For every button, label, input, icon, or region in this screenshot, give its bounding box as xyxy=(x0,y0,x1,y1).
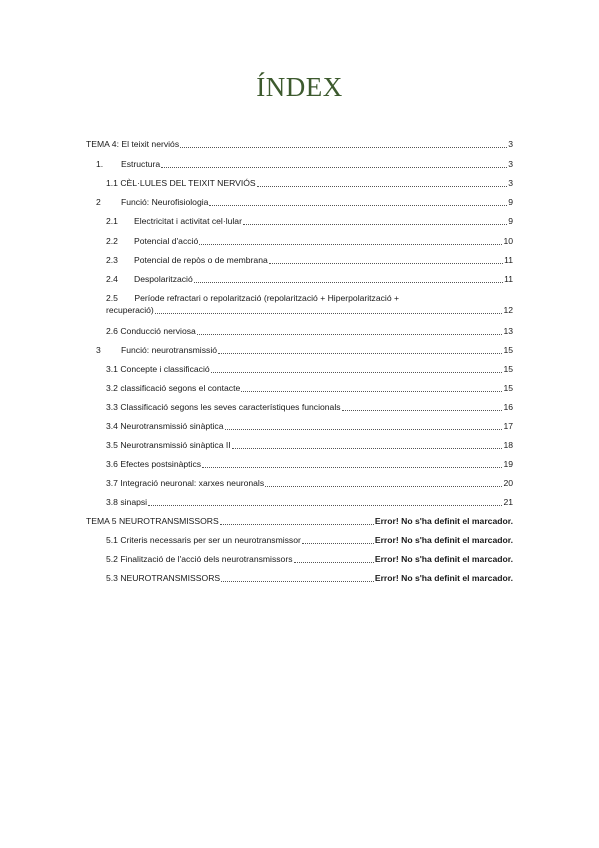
dot-leader xyxy=(218,353,502,354)
dot-leader xyxy=(194,282,503,283)
toc-entry-number: 1. xyxy=(96,159,104,169)
toc-entry-2-2[interactable] xyxy=(106,236,513,247)
toc-entry-text: Període refractari o repolarització (repolarització + Hiperpolarització + xyxy=(134,293,400,303)
toc-entry-text: Funció: neurotransmissió xyxy=(121,345,218,355)
toc-page-error: Error! No s'ha definit el marcador. xyxy=(374,516,513,526)
toc-entry-5-1[interactable] xyxy=(106,535,513,546)
toc-entry-3-6[interactable] xyxy=(106,459,513,470)
dot-leader xyxy=(202,467,502,468)
toc-entry-3[interactable] xyxy=(96,345,513,356)
toc-entry-text: Estructura xyxy=(121,159,161,169)
toc-entry-number: 2.1 xyxy=(106,216,118,226)
toc-page-number: 3 xyxy=(508,159,513,169)
toc-entry-text: 5.2 Finalització de l'acció dels neurotransmissors xyxy=(106,554,293,564)
dot-leader xyxy=(257,186,508,187)
toc-page-error: Error! No s'ha definit el marcador. xyxy=(374,554,513,564)
toc-entry-text: 3.7 Integració neuronal: xarxes neuronals xyxy=(106,478,265,488)
toc-entry-text: 2.6 Conducció nerviosa xyxy=(106,326,196,336)
toc-page-number: 16 xyxy=(503,402,513,412)
dot-leader xyxy=(197,334,503,335)
toc-page-number: 12 xyxy=(503,305,513,315)
toc-entry-2-1[interactable] xyxy=(106,216,513,227)
dot-leader xyxy=(161,167,507,168)
toc-entry-3-8[interactable] xyxy=(106,497,513,508)
toc-entry-2-4[interactable] xyxy=(106,274,513,285)
toc-page-number: 15 xyxy=(503,345,513,355)
dot-leader xyxy=(241,391,502,392)
toc-entry-text: 5.3 NEUROTRANSMISSORS xyxy=(106,573,221,583)
toc-page-number: 3 xyxy=(508,139,513,149)
toc-page-number: 15 xyxy=(503,383,513,393)
toc-entry-3-5[interactable] xyxy=(106,440,513,451)
dot-leader xyxy=(155,313,503,314)
toc-entry-text: Funció: Neurofisiologia xyxy=(121,197,209,207)
toc-entry-text: TEMA 4: El teixit nerviós xyxy=(86,139,180,149)
toc-page-error: Error! No s'ha definit el marcador. xyxy=(374,535,513,545)
toc-entry-text: 3.3 Classificació segons les seves característiques funcionals xyxy=(106,402,341,412)
toc-entry-number: 2 xyxy=(96,197,101,207)
dot-leader xyxy=(294,562,374,563)
toc-entry-2-6[interactable] xyxy=(106,326,513,337)
toc-page-number: 18 xyxy=(503,440,513,450)
dot-leader xyxy=(302,543,374,544)
toc-entry-text: Despolarització xyxy=(134,274,193,284)
dot-leader xyxy=(232,448,503,449)
toc-page-number: 21 xyxy=(503,497,513,507)
toc-entry-3-2[interactable] xyxy=(106,383,513,394)
page-title: ÍNDEX xyxy=(256,72,343,102)
toc-page-number: 19 xyxy=(503,459,513,469)
toc-page-number: 13 xyxy=(503,326,513,336)
dot-leader xyxy=(243,224,507,225)
toc-entry-3-3[interactable] xyxy=(106,402,513,413)
toc-page-number: 17 xyxy=(503,421,513,431)
toc-page-number: 15 xyxy=(503,364,513,374)
toc-entry-number: 3 xyxy=(96,345,101,355)
toc-entry-1-1[interactable] xyxy=(106,178,513,189)
toc-entry-text: Potencial de repòs o de membrana xyxy=(134,255,268,265)
toc-entry-text: 3.1 Concepte i classificació xyxy=(106,364,210,374)
dot-leader xyxy=(148,505,502,506)
toc-page-number: 10 xyxy=(503,236,513,246)
dot-leader xyxy=(220,524,374,525)
toc-entry-text: TEMA 5 NEUROTRANSMISSORS xyxy=(86,516,219,526)
toc-entry-2-5[interactable] xyxy=(106,292,513,316)
toc-entry-3-4[interactable] xyxy=(106,421,513,432)
dot-leader xyxy=(265,486,502,487)
toc-entry-3-1[interactable] xyxy=(106,364,513,375)
toc-page-error: Error! No s'ha definit el marcador. xyxy=(374,573,513,583)
toc-entry-text: 5.1 Criteris necessaris per ser un neurotransmissor xyxy=(106,535,301,545)
toc-page-number: 3 xyxy=(508,178,513,188)
toc-entry-text-continued: recuperació) xyxy=(106,305,154,315)
toc-entry-text: Potencial d'acció xyxy=(134,236,199,246)
dot-leader xyxy=(211,372,503,373)
dot-leader xyxy=(221,581,374,582)
toc-entry-5-3[interactable] xyxy=(106,573,513,584)
toc-entry-text: 1.1 CÈL·LULES DEL TEIXIT NERVIÓS xyxy=(106,178,256,188)
dot-leader xyxy=(180,147,507,148)
toc-entry-2-3[interactable] xyxy=(106,255,513,266)
toc-page-number: 20 xyxy=(503,478,513,488)
toc-entry-text: 3.4 Neurotransmissió sinàptica xyxy=(106,421,224,431)
toc-entry-tema4[interactable] xyxy=(86,139,513,150)
toc-entry-number: 2.3 xyxy=(106,255,118,265)
toc-entry-text: Electricitat i activitat cel·lular xyxy=(134,216,242,226)
toc-entry-text: 3.8 sinapsi xyxy=(106,497,148,507)
dot-leader xyxy=(209,205,507,206)
toc-entry-number: 2.5 xyxy=(106,293,118,303)
toc-entry-1[interactable] xyxy=(96,159,513,170)
toc-page-number: 9 xyxy=(508,197,513,207)
toc-entry-text: 3.6 Efectes postsinàptics xyxy=(106,459,202,469)
toc-page-number: 9 xyxy=(508,216,513,226)
toc-entry-5-2[interactable] xyxy=(106,554,513,565)
toc-entry-3-7[interactable] xyxy=(106,478,513,489)
dot-leader xyxy=(342,410,503,411)
dot-leader xyxy=(199,244,502,245)
toc-page-number: 11 xyxy=(504,255,513,265)
toc-entry-number: 2.2 xyxy=(106,236,118,246)
toc-entry-text: 3.5 Neurotransmissió sinàptica II xyxy=(106,440,231,450)
toc-entry-number: 2.4 xyxy=(106,274,118,284)
dot-leader xyxy=(225,429,503,430)
toc-page-number: 11 xyxy=(504,274,513,284)
toc-entry-tema5[interactable] xyxy=(86,516,513,527)
dot-leader xyxy=(269,263,503,264)
toc-entry-2[interactable] xyxy=(96,197,513,208)
toc-entry-text: 3.2 classificació segons el contacte xyxy=(106,383,241,393)
